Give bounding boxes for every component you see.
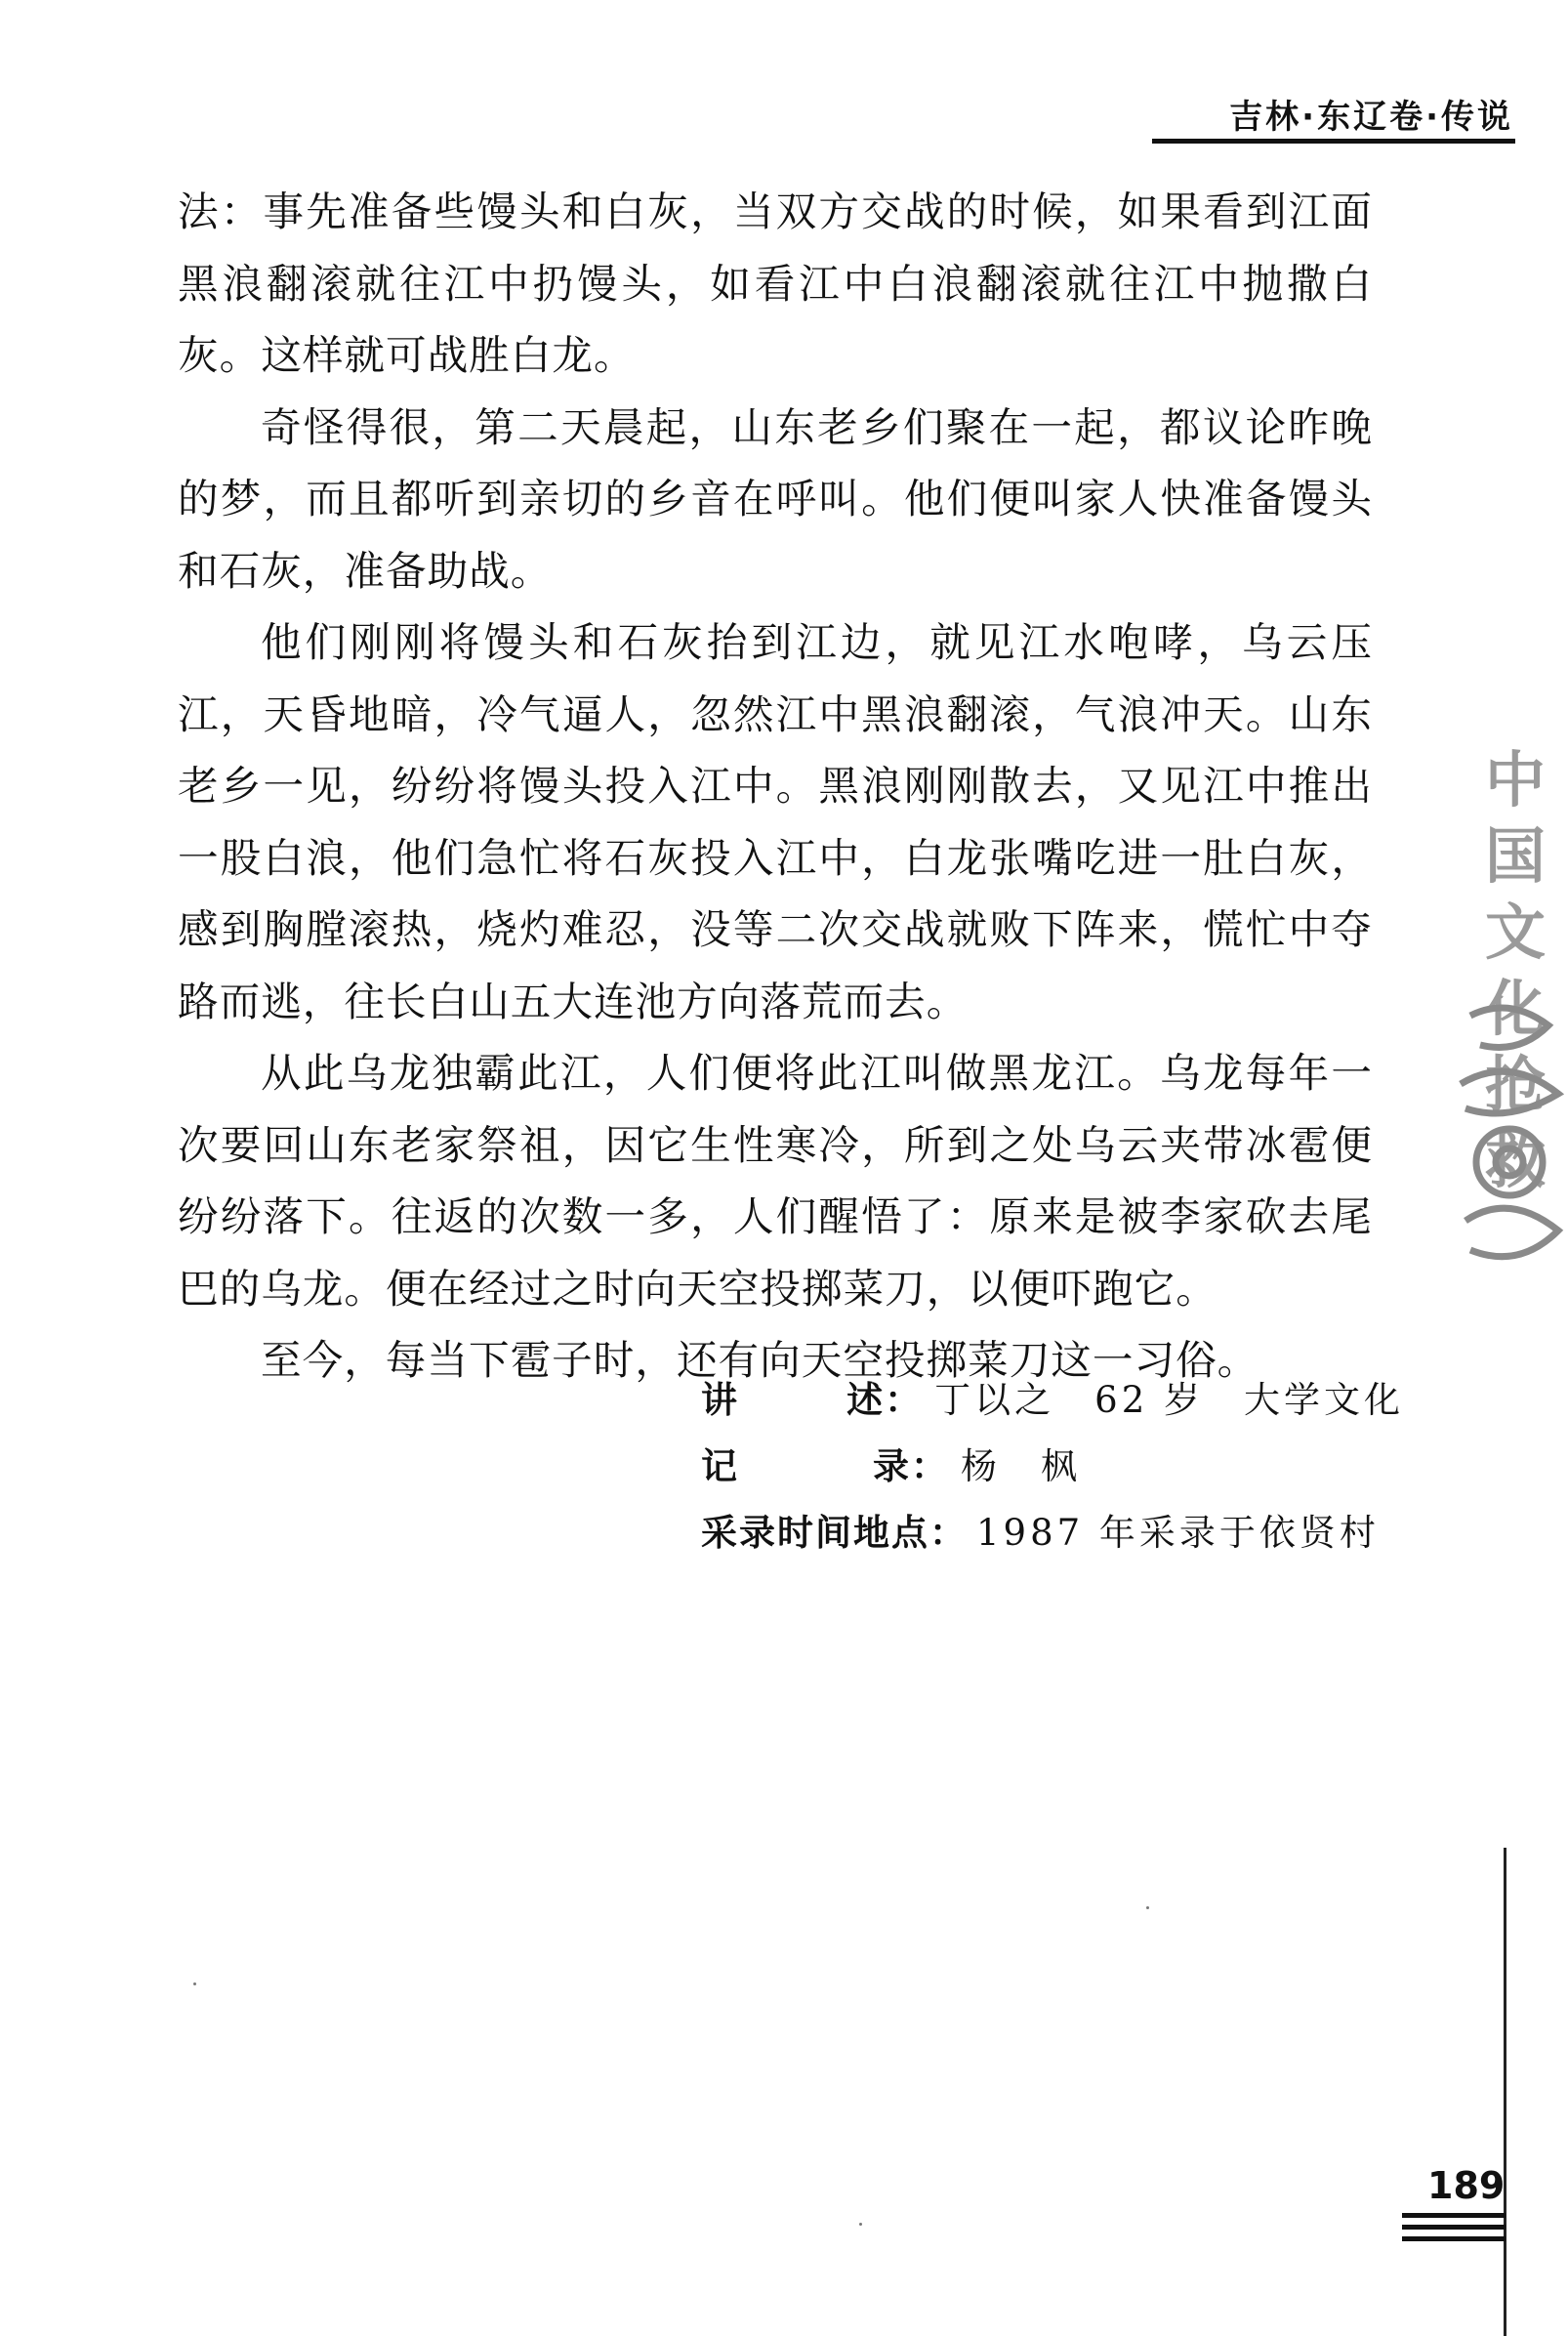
narrator-label: 讲 述：: [701, 1379, 924, 1421]
time-place-value: 1987 年采录于依贤村: [976, 1512, 1380, 1554]
body-text: [178, 176, 1373, 1397]
header-rule: [1152, 139, 1515, 144]
recorder-value: 杨 枫: [961, 1445, 1081, 1487]
paragraph: 他们刚刚将馒头和石灰抬到江边，就见江水咆哮，乌云压江，天昏地暗，冷气逼人，忽然江中黑浪翻滚，气浪冲天。山东老乡一见，纷纷将馒头投入江中。黑浪刚刚散去，又见江中推出一股白浪，他们急忙将石灰投入江中，白龙张嘴吃进一肚白灰，感到胸膛滚热，烧灼难忍，没等二次交战就败下阵来，慌忙中夺路而逃，往长白山五大连池方向落荒而去。: [178, 618, 1373, 1025]
paragraph: 法：事先准备些馒头和白灰，当双方交战的时候，如果看到江面黑浪翻滚就往江中扔馒头，如看江中白浪翻滚就往江中抛撒白灰。这样就可战胜白龙。: [178, 188, 1373, 379]
scan-speck: [859, 2223, 862, 2226]
scan-speck: [193, 1982, 196, 1985]
margin-rule: [1504, 1848, 1506, 2336]
page-number-bar: [1402, 2236, 1506, 2241]
page-number: 189: [1427, 2164, 1506, 2207]
recorder-row: [701, 1434, 1404, 1500]
running-header: 吉林·东辽卷·传说: [1229, 98, 1513, 137]
time-place-label: 采录时间地点：: [701, 1512, 968, 1554]
side-decoration: [1451, 742, 1568, 1289]
attribution-block: [701, 1367, 1404, 1566]
paragraph: 至今，每当下雹子时，还有向天空投掷菜刀这一习俗。: [261, 1336, 1259, 1384]
pattern-icon: [1451, 996, 1568, 1289]
time-place-row: [701, 1500, 1404, 1566]
paragraph: 奇怪得很，第二天晨起，山东老乡们聚在一起，都议论昨晚的梦，而且都听到亲切的乡音在呼叫。他们便叫家人快准备馒头和石灰，准备助战。: [178, 402, 1373, 595]
page-number-bar: [1402, 2213, 1506, 2218]
recorder-label: 记 录：: [701, 1445, 949, 1487]
scan-speck: [1146, 1906, 1149, 1909]
paragraph: 从此乌龙独霸此江，人们便将此江叫做黑龙江。乌龙每年一次要回山东老家祭祖，因它生性寒冷，所到之处乌云夹带冰雹便纷纷落下。往返的次数一多，人们醒悟了：原来是被李家砍去尾巴的乌龙。便在经过之时向天空投掷菜刀，以便吓跑它。: [178, 1049, 1373, 1313]
page-number-bar: [1402, 2225, 1506, 2230]
narrator-value: 丁以之 62 岁 大学文化: [934, 1379, 1404, 1421]
side-tab-text: 中国文化抢救: [1484, 744, 1547, 1196]
narrator-row: [701, 1367, 1404, 1434]
